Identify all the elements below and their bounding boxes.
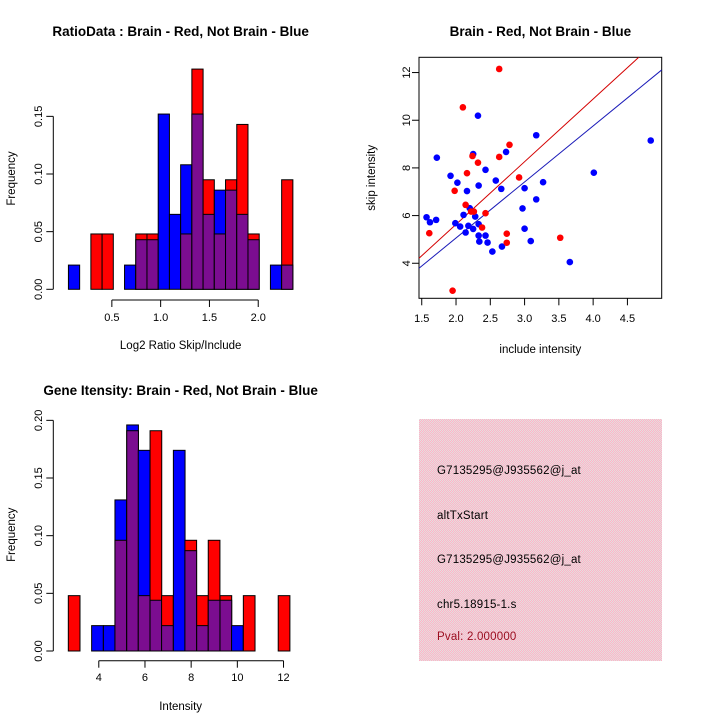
scatter-point-blue [470, 226, 477, 233]
y-tick-label: 4 [401, 260, 413, 267]
scatter-point-red [426, 230, 433, 237]
scatter-point-red [516, 174, 523, 181]
scatter-point-blue [447, 172, 454, 179]
scatter-point-blue [591, 169, 598, 176]
gene-info-panel [419, 419, 662, 661]
y-tick-label: 10 [401, 114, 413, 127]
scatter-point-red [479, 224, 486, 231]
y-tick-label: 8 [401, 164, 413, 171]
scatter-point-blue [462, 229, 469, 236]
scatter-point-blue [475, 182, 482, 189]
x-tick-label: 3.5 [551, 313, 567, 325]
chart-title: RatioData : Brain - Red, Not Brain - Blue [52, 24, 309, 39]
scatter-point-blue [427, 219, 434, 226]
scatter-point-red [496, 66, 503, 73]
chart-title: Gene Itensity: Brain - Red, Not Brain - Blue [43, 383, 318, 398]
hist-bar-blue [103, 626, 115, 651]
x-tick-label: 4.5 [619, 313, 636, 325]
scatter-point-red [449, 287, 456, 294]
hist-bar-overlap [147, 240, 158, 290]
scatter-point-blue [498, 186, 505, 193]
x-tick-label: 1.5 [201, 312, 218, 324]
x-tick-label: 0.5 [104, 312, 120, 324]
x-axis-label: Log2 Ratio Skip/Include [119, 340, 242, 352]
y-tick-label: 0.00 [33, 640, 45, 662]
hist-bar-overlap [181, 234, 192, 289]
x-tick-label: 2.0 [250, 312, 266, 324]
y-tick-label: 6 [401, 212, 413, 219]
scatter-point-red [469, 153, 476, 160]
hist-bar-overlap [192, 114, 203, 289]
x-tick-label: 2.5 [482, 313, 498, 325]
hist-bar-overlap [138, 596, 150, 651]
hist-bar-overlap [115, 540, 127, 651]
scatter-point-blue [457, 223, 464, 230]
hist-bar-overlap [162, 626, 174, 651]
x-tick-label: 10 [231, 672, 244, 684]
scatter-point-blue [476, 238, 483, 245]
y-axis-label: skip intensity [366, 144, 378, 211]
ratio-histogram-panel [0, 0, 360, 360]
y-tick-label: 0.15 [33, 467, 45, 489]
y-tick-label: 0.15 [33, 105, 45, 128]
scatter-point-blue [527, 238, 534, 245]
scatter-point-blue [647, 137, 654, 144]
fit-line-brain_fit [419, 57, 639, 258]
hist-bar-red [68, 596, 80, 651]
hist-bar-red [243, 596, 255, 651]
probe-id-line-1: G7135295@J935562@j_at [437, 465, 581, 477]
intensity-scatter-panel [360, 0, 720, 360]
hist-bar-red [102, 234, 113, 289]
scatter-point-red [506, 141, 513, 148]
x-tick-label: 6 [141, 672, 149, 684]
scatter-point-red [451, 187, 458, 194]
scatter-point-red [462, 202, 469, 209]
x-tick-label: 2.0 [448, 313, 464, 325]
x-axis-label: Intensity [159, 701, 203, 713]
hist-bar-overlap [248, 240, 259, 290]
scatter-point-blue [484, 239, 491, 246]
event-type-line: altTxStart [437, 510, 489, 522]
x-tick-label: 1.0 [152, 312, 169, 324]
scatter-point-red [557, 234, 564, 241]
y-tick-label: 0.05 [33, 582, 45, 605]
hist-bar-overlap [203, 214, 214, 289]
y-tick-label: 0.10 [33, 163, 45, 185]
hist-bar-overlap [197, 626, 209, 651]
hist-bar-overlap [136, 240, 147, 290]
hist-bar-blue [169, 214, 180, 289]
hist-bar-overlap [237, 214, 248, 289]
scatter-point-red [496, 154, 503, 161]
plot-box [419, 57, 662, 298]
probe-id-line-2: G7135295@J935562@j_at [437, 554, 581, 566]
x-tick-label: 12 [277, 672, 290, 684]
hist-bar-red [91, 234, 102, 289]
scatter-point-red [503, 230, 510, 237]
hist-bar-overlap [185, 551, 197, 651]
scatter-point-blue [454, 179, 461, 186]
x-tick-label: 4 [95, 672, 102, 684]
scatter-point-blue [475, 232, 482, 239]
chromosome-line: chr5.18915-1.s [437, 599, 517, 611]
scatter-point-blue [464, 188, 471, 195]
hist-bar-blue [173, 450, 185, 651]
x-tick-label: 4.0 [585, 313, 601, 325]
x-tick-label: 3.0 [516, 313, 533, 325]
scatter-point-blue [521, 185, 528, 192]
scatter-point-blue [482, 167, 489, 174]
hist-bar-blue [125, 265, 136, 289]
scatter-point-blue [503, 149, 510, 156]
scatter-point-blue [434, 154, 441, 161]
scatter-point-blue [489, 248, 496, 255]
hist-bar-red [278, 596, 290, 651]
scatter-point-red [475, 159, 482, 166]
hist-bar-overlap [220, 600, 232, 651]
hist-bar-blue [158, 114, 169, 289]
scatter-point-red [471, 208, 478, 215]
scatter-point-blue [475, 112, 482, 119]
scatter-point-blue [540, 179, 547, 186]
y-axis-label: Frequency [6, 151, 18, 206]
y-tick-label: 0.20 [33, 409, 45, 432]
hist-bar-blue [92, 626, 104, 651]
scatter-point-blue [492, 177, 499, 184]
hist-bar-overlap [127, 431, 139, 651]
scatter-point-blue [433, 217, 440, 224]
hist-bar-overlap [226, 190, 237, 289]
x-axis-label: include intensity [499, 344, 582, 356]
gene-intensity-histogram-panel [0, 360, 360, 720]
hist-bar-overlap [214, 234, 225, 289]
x-tick-label: 8 [188, 672, 195, 684]
hist-bar-blue [270, 265, 281, 289]
hist-bar-overlap [208, 600, 220, 651]
scatter-point-red [460, 104, 467, 111]
hist-bar-overlap [150, 600, 162, 651]
scatter-point-blue [519, 205, 526, 212]
y-tick-label: 12 [401, 66, 413, 79]
pval-line: Pval: 2.000000 [437, 631, 517, 643]
y-tick-label: 0.10 [33, 524, 45, 547]
hist-bar-blue [68, 265, 79, 289]
fit-line-not_brain_fit [419, 70, 662, 268]
scatter-point-red [503, 239, 510, 246]
hist-bar-blue [232, 626, 244, 651]
scatter-point-red [482, 210, 489, 217]
y-tick-label: 0.00 [33, 278, 45, 301]
scatter-point-blue [533, 132, 540, 139]
scatter-point-blue [482, 232, 489, 239]
hist-bar-overlap [282, 265, 293, 289]
y-axis-label: Frequency [6, 507, 18, 562]
x-tick-label: 1.5 [414, 313, 430, 325]
scatter-point-blue [567, 259, 574, 266]
scatter-point-red [464, 170, 471, 177]
scatter-point-blue [521, 225, 528, 232]
scatter-point-blue [460, 212, 467, 219]
scatter-point-blue [533, 196, 540, 203]
chart-title: Brain - Red, Not Brain - Blue [449, 24, 632, 39]
y-tick-label: 0.05 [33, 220, 45, 243]
